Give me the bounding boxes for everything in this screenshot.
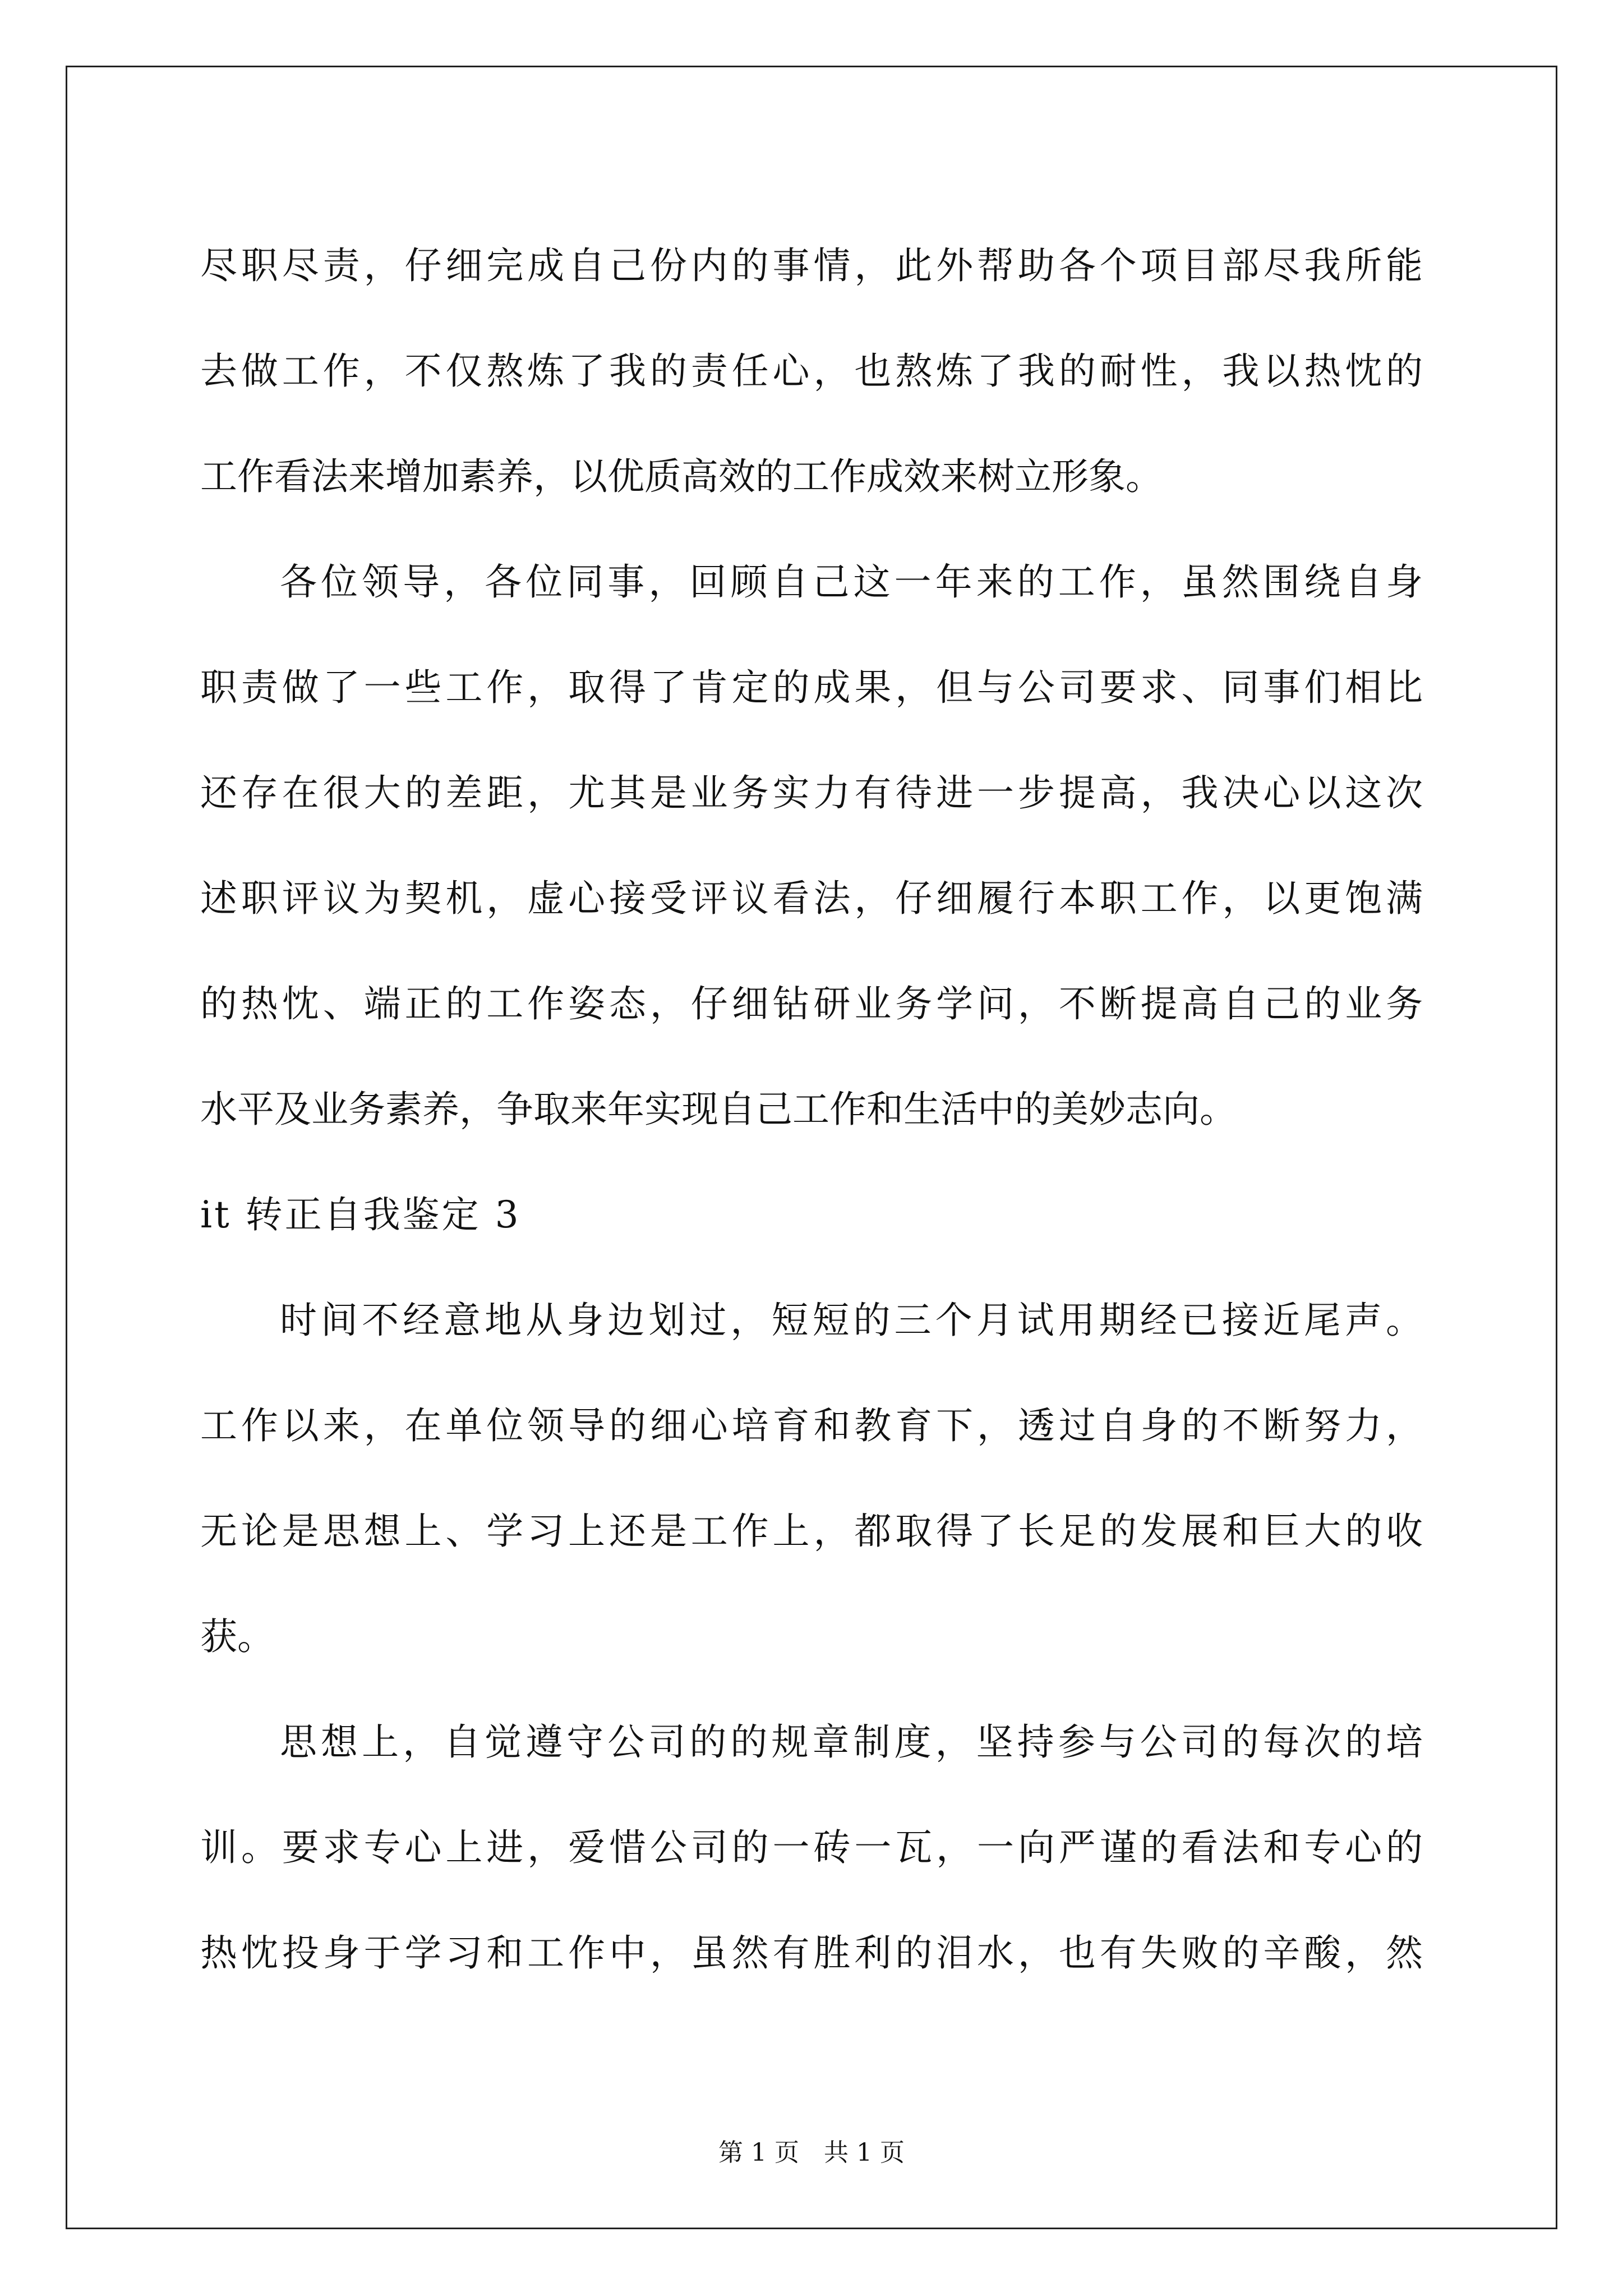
paragraph-line: 水平及业务素养，争取来年实现自己工作和生活中的美妙志向。	[200, 1088, 1237, 1131]
paragraph-line: 工作以来，在单位领导的细心培育和教育下，透过自身的不断努力，	[200, 1404, 1423, 1447]
paragraph-line: 无论是思想上、学习上还是工作上，都取得了长足的发展和巨大的收	[200, 1510, 1423, 1553]
paragraph-line: 去做工作，不仅熬炼了我的责任心，也熬炼了我的耐性，我以热忱的	[200, 349, 1423, 393]
paragraph-line: 职责做了一些工作，取得了肯定的成果，但与公司要求、同事们相比	[200, 666, 1423, 709]
page-total: 共 1 页	[824, 2138, 905, 2167]
paragraph-line: 思想上，自觉遵守公司的的规章制度，坚持参与公司的每次的培	[280, 1720, 1423, 1764]
page-footer	[0, 2136, 1623, 2170]
paragraph-line: 训。要求专心上进，爱惜公司的一砖一瓦，一向严谨的看法和专心的	[200, 1826, 1423, 1869]
paragraph-line: 述职评议为契机，虚心接受评议看法，仔细履行本职工作，以更饱满	[200, 877, 1423, 920]
paragraph-line: 各位领导，各位同事，回顾自己这一年来的工作，虽然围绕自身	[280, 560, 1423, 604]
section-heading: it 转正自我鉴定 3	[200, 1193, 521, 1236]
page-number: 第 1 页	[718, 2138, 799, 2167]
paragraph-line: 尽职尽责，仔细完成自己份内的事情，此外帮助各个项目部尽我所能	[200, 244, 1423, 287]
document-body	[200, 213, 1423, 2006]
paragraph-line: 热忱投身于学习和工作中，虽然有胜利的泪水，也有失败的辛酸，然	[200, 1931, 1423, 1975]
paragraph-line: 时间不经意地从身边划过，短短的三个月试用期经已接近尾声。	[280, 1299, 1423, 1342]
paragraph-line: 获。	[200, 1615, 274, 1658]
paragraph-line: 工作看法来增加素养，以优质高效的工作成效来树立形象。	[200, 455, 1163, 498]
paragraph-line: 还存在很大的差距，尤其是业务实力有待进一步提高，我决心以这次	[200, 771, 1423, 815]
paragraph-line: 的热忱、端正的工作姿态，仔细钻研业务学问，不断提高自己的业务	[200, 982, 1423, 1025]
